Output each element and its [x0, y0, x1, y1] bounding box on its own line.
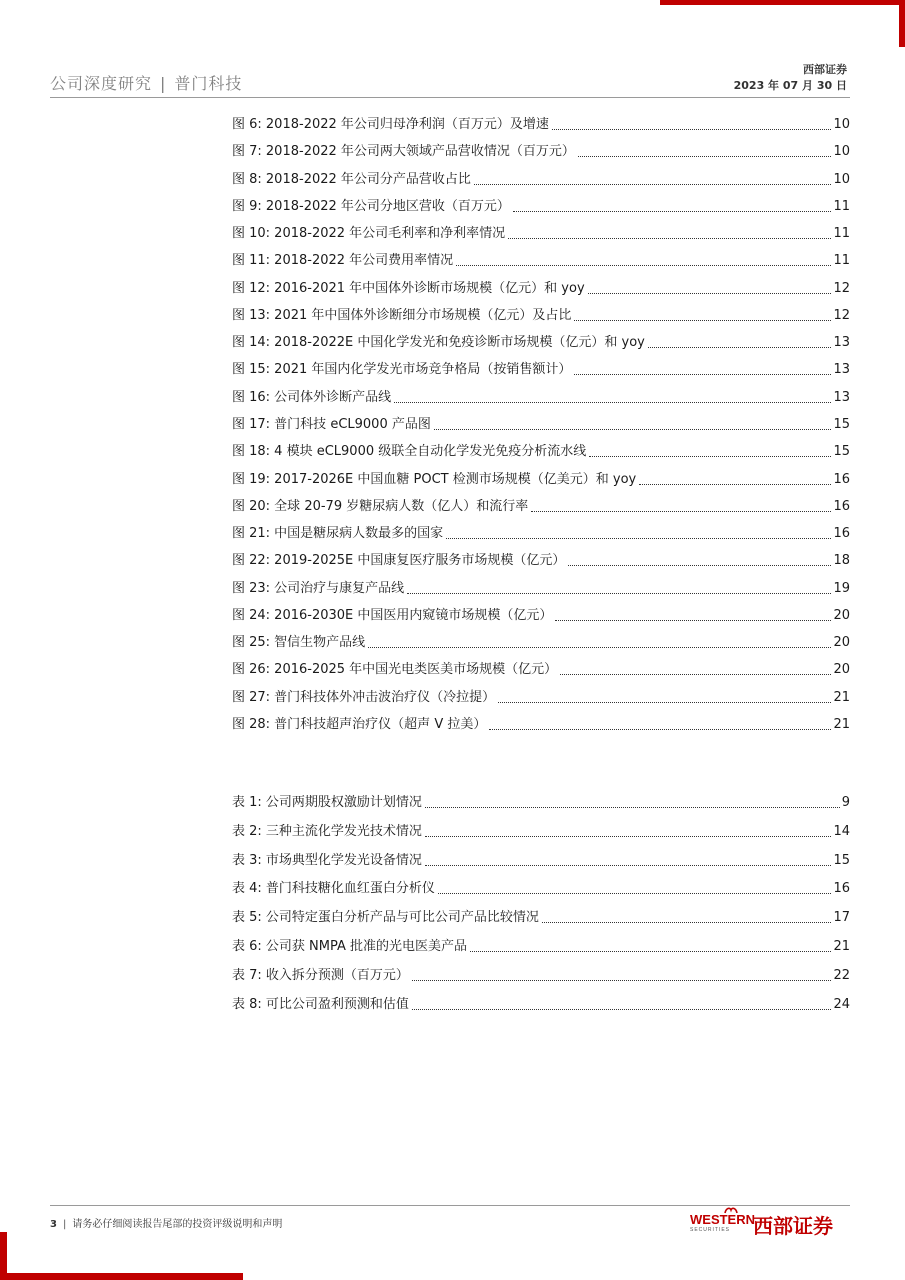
figure-entry[interactable] [232, 223, 850, 243]
entry-title: 表 6: 公司获 NMPA 批准的光电医美产品 [232, 939, 468, 954]
dot-leader [508, 237, 831, 239]
dot-leader [489, 728, 831, 730]
entry-page-number: 13 [833, 335, 850, 351]
figure-entry[interactable] [232, 141, 850, 161]
entry-page-number: 11 [833, 253, 850, 269]
entry-title: 图 7: 2018-2022 年公司两大领域产品营收情况（百万元） [232, 144, 575, 160]
figure-entry[interactable] [232, 578, 850, 598]
footer-note [50, 1215, 282, 1230]
entry-title: 图 20: 全球 20-79 岁糖尿病人数（亿人）和流行率 [232, 498, 529, 514]
corner-accent-bottom-left [0, 1273, 243, 1280]
dot-leader [425, 806, 840, 808]
dot-leader [474, 183, 832, 185]
dot-leader [407, 592, 831, 594]
figure-entry[interactable] [232, 250, 850, 270]
entry-page-number: 10 [833, 144, 850, 160]
dot-leader [394, 401, 831, 403]
entry-page-number: 13 [833, 362, 850, 378]
entry-page-number: 16 [833, 471, 850, 487]
corner-accent-top-right-vertical [899, 0, 905, 47]
entry-page-number: 21 [833, 716, 850, 732]
entry-title: 图 10: 2018-2022 年公司毛利率和净利率情况 [232, 226, 506, 242]
table-entry[interactable] [232, 878, 850, 898]
company-name: 普门科技 [174, 74, 243, 93]
figure-entry[interactable] [232, 332, 850, 352]
entry-title: 图 13: 2021 年中国体外诊断细分市场规模（亿元）及占比 [232, 307, 572, 323]
entry-page-number: 18 [833, 553, 850, 569]
dot-leader [542, 921, 832, 923]
western-securities-logo [690, 1210, 852, 1238]
table-entry[interactable] [232, 936, 850, 956]
logo-english: WESTERN [690, 1212, 755, 1227]
table-entry[interactable] [232, 907, 850, 927]
report-type: 公司深度研究 [50, 74, 153, 93]
entry-page-number: 9 [841, 795, 850, 810]
table-entry[interactable] [232, 965, 850, 985]
figure-entry[interactable] [232, 169, 850, 189]
dot-leader [434, 428, 832, 430]
figure-entry[interactable] [232, 714, 850, 734]
dot-leader [574, 319, 831, 321]
figure-entry[interactable] [232, 305, 850, 325]
dot-leader [470, 950, 831, 952]
logo-english-sub: SECURITIES [690, 1227, 731, 1233]
figure-entry[interactable] [232, 441, 850, 461]
entry-page-number: 17 [833, 910, 850, 926]
entry-page-number: 16 [833, 881, 850, 897]
entry-page-number: 10 [833, 171, 850, 187]
entry-page-number: 15 [833, 852, 850, 868]
table-entry[interactable] [232, 792, 850, 812]
entry-title: 图 28: 普门科技超声治疗仪（超声 V 拉美） [232, 716, 487, 732]
entry-title: 图 17: 普门科技 eCL9000 产品图 [232, 416, 431, 432]
dot-leader [498, 701, 831, 703]
table-entry[interactable] [232, 850, 850, 870]
broker-name: 西部证券 [803, 63, 847, 76]
figure-entry[interactable] [232, 632, 850, 652]
dot-leader [578, 155, 832, 157]
entry-page-number: 15 [833, 416, 850, 432]
disclaimer-text: 请务必仔细阅读报告尾部的投资评级说明和声明 [72, 1219, 283, 1230]
entry-title: 表 4: 普门科技糖化血红蛋白分析仪 [232, 881, 435, 897]
dot-leader [568, 564, 831, 566]
figure-entry[interactable] [232, 387, 850, 407]
entry-page-number: 10 [833, 117, 850, 132]
entry-title: 图 9: 2018-2022 年公司分地区营收（百万元） [232, 198, 510, 214]
figure-entry[interactable] [232, 414, 850, 434]
entry-title: 图 6: 2018-2022 年公司归母净利润（百万元）及增速 [232, 117, 549, 132]
dot-leader [513, 210, 832, 212]
dot-leader [425, 835, 832, 837]
entry-page-number: 13 [833, 389, 850, 405]
entry-page-number: 14 [833, 823, 850, 839]
dot-leader [560, 673, 831, 675]
entry-page-number: 20 [833, 635, 850, 651]
dot-leader [639, 483, 831, 485]
entry-page-number: 12 [833, 307, 850, 323]
dot-leader [531, 510, 831, 512]
header-separator: | [160, 74, 167, 93]
entry-title: 表 1: 公司两期股权激励计划情况 [232, 795, 422, 810]
footer-separator: | [62, 1219, 67, 1230]
dot-leader [574, 373, 831, 375]
dot-leader [552, 128, 832, 130]
entry-title: 表 3: 市场典型化学发光设备情况 [232, 852, 422, 868]
dot-leader [446, 537, 831, 539]
table-entry[interactable] [232, 994, 850, 1014]
table-entry[interactable] [232, 821, 850, 841]
dot-leader [555, 619, 831, 621]
entry-page-number: 24 [833, 996, 850, 1012]
dot-leader [456, 264, 831, 266]
dot-leader [412, 979, 832, 981]
figure-entry[interactable] [232, 687, 850, 707]
figure-entry[interactable] [232, 278, 850, 298]
entry-page-number: 16 [833, 526, 850, 542]
figure-entry[interactable] [232, 196, 850, 216]
entry-title: 图 16: 公司体外诊断产品线 [232, 389, 392, 405]
entry-page-number: 15 [833, 444, 850, 460]
entry-page-number: 12 [833, 280, 850, 296]
dot-leader [588, 292, 832, 294]
entry-title: 图 21: 中国是糖尿病人数最多的国家 [232, 526, 444, 542]
entry-title: 表 2: 三种主流化学发光技术情况 [232, 823, 422, 839]
entry-page-number: 21 [833, 689, 850, 705]
entry-title: 图 12: 2016-2021 年中国体外诊断市场规模（亿元）和 yoy [232, 280, 585, 296]
entry-page-number: 21 [833, 939, 850, 954]
entry-title: 图 26: 2016-2025 年中国光电类医美市场规模（亿元） [232, 662, 558, 678]
figure-entry[interactable] [232, 605, 850, 625]
entry-title: 图 14: 2018-2022E 中国化学发光和免疫诊断市场规模（亿元）和 yoy [232, 335, 645, 351]
dot-leader [425, 864, 832, 866]
entry-title: 图 23: 公司治疗与康复产品线 [232, 580, 405, 596]
entry-title: 图 18: 4 模块 eCL9000 级联全自动化学发光免疫分析流水线 [232, 444, 587, 460]
entry-title: 图 22: 2019-2025E 中国康复医疗服务市场规模（亿元） [232, 553, 566, 569]
entry-page-number: 16 [833, 498, 850, 514]
report-header [50, 71, 242, 94]
entry-page-number: 20 [833, 607, 850, 623]
entry-page-number: 11 [833, 198, 850, 214]
entry-title: 表 8: 可比公司盈利预测和估值 [232, 996, 409, 1012]
figure-entry[interactable] [232, 469, 850, 489]
entry-page-number: 22 [833, 967, 850, 983]
entry-title: 图 27: 普门科技体外冲击波治疗仪（冷拉提） [232, 689, 496, 705]
figure-entry[interactable] [232, 523, 850, 543]
corner-accent-top-right [660, 0, 905, 5]
entry-title: 表 7: 收入拆分预测（百万元） [232, 967, 409, 983]
entry-title: 图 24: 2016-2030E 中国医用内窥镜市场规模（亿元） [232, 607, 553, 623]
dot-leader [648, 346, 832, 348]
header-divider [50, 97, 850, 98]
report-date: 2023 年 07 月 30 日 [733, 79, 847, 92]
entry-page-number: 11 [833, 226, 850, 242]
entry-page-number: 19 [833, 580, 850, 596]
entry-title: 图 8: 2018-2022 年公司分产品营收占比 [232, 171, 471, 187]
entry-title: 图 15: 2021 年国内化学发光市场竞争格局（按销售额计） [232, 362, 572, 378]
entry-title: 图 19: 2017-2026E 中国血糖 POCT 检测市场规模（亿美元）和 yoy [232, 471, 637, 487]
figure-entry[interactable] [232, 114, 850, 134]
dot-leader [589, 455, 831, 457]
figure-entry[interactable] [232, 496, 850, 516]
entry-page-number: 20 [833, 662, 850, 678]
logo-chinese: 西部证券 [753, 1214, 833, 1238]
dot-leader [412, 1008, 832, 1010]
dot-leader [438, 892, 832, 894]
entry-title: 图 11: 2018-2022 年公司费用率情况 [232, 253, 454, 269]
figure-entry[interactable] [232, 359, 850, 379]
figure-entry[interactable] [232, 550, 850, 570]
entry-title: 图 25: 智信生物产品线 [232, 635, 366, 651]
figure-entry[interactable] [232, 659, 850, 679]
page-number: 3 [50, 1219, 57, 1230]
dot-leader [368, 646, 831, 648]
header-meta [734, 62, 847, 94]
entry-title: 表 5: 公司特定蛋白分析产品与可比公司产品比较情况 [232, 910, 539, 926]
